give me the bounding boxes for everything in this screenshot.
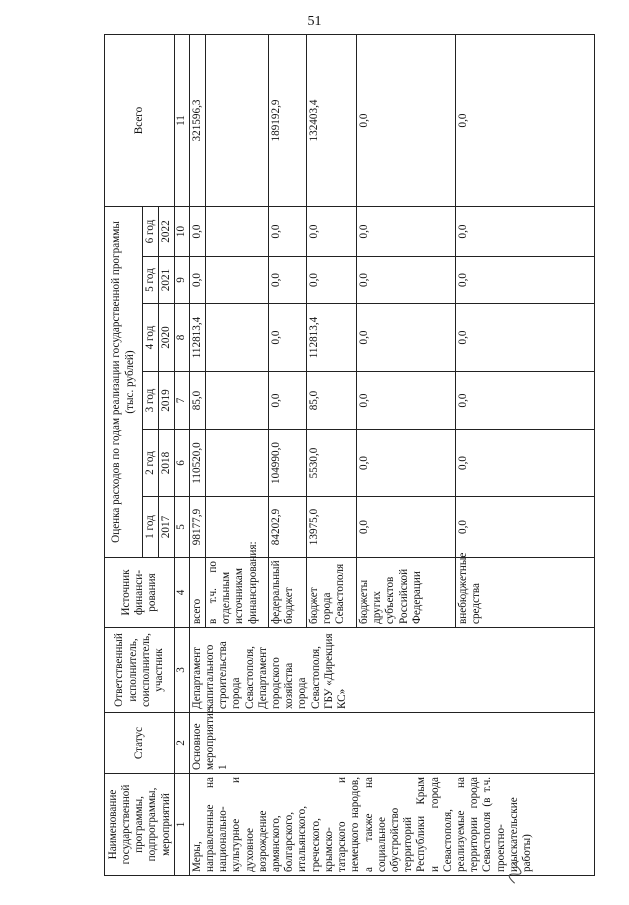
header-year-label: 6 год	[143, 207, 159, 257]
header-year: 2020	[159, 304, 175, 372]
value-cell: 0,0	[455, 257, 594, 304]
column-number: 3	[175, 628, 189, 713]
column-number: 6	[175, 430, 189, 497]
header-name: Наименование государственной программы, подпрограммы, мероприятий	[105, 774, 175, 876]
header-year: 2022	[159, 207, 175, 257]
budget-table	[104, 34, 595, 876]
total-cell: 0,0	[356, 35, 455, 207]
header-year: 2021	[159, 257, 175, 304]
value-cell: 98177,9	[189, 497, 205, 558]
header-executor: Ответственный исполнитель, соисполнитель, участник	[105, 628, 175, 713]
column-number: 8	[175, 304, 189, 372]
value-cell: 112813,4	[306, 304, 356, 372]
value-cell: 84202,9	[268, 497, 306, 558]
row-name: Меры, направленные на национально-культурное и духовное возрождение армянского, болгарского, итальянского, греческого, крымско-татарского и немецкого народов, а также на социальное обустройство территорий Республики Крым и города Севастополя, реализуемые на территории города Севастополя (в т.ч. проектно-изыскательские работы)	[189, 774, 594, 876]
value-cell: 0,0	[356, 497, 455, 558]
header-year-label: 2 год	[143, 430, 159, 497]
value-cell: 85,0	[306, 372, 356, 430]
source-label: в т.ч. по отдельным источникам финансирования:	[205, 558, 268, 628]
row-executor: Департамент капитального строительства города Севастополя, Департамент городского хозяйства города Севастополя, ГБУ «Дирекция КС»	[189, 628, 594, 713]
rotated-table-container	[104, 35, 595, 876]
column-number: 11	[175, 35, 189, 207]
column-number: 1	[175, 774, 189, 876]
value-cell: 5530,0	[306, 430, 356, 497]
header-year-label: 4 год	[143, 304, 159, 372]
value-cell: 0,0	[306, 257, 356, 304]
value-cell: 0,0	[356, 207, 455, 257]
value-cell: 0,0	[268, 304, 306, 372]
header-year-label: 1 год	[143, 497, 159, 558]
header-status: Статус	[105, 713, 175, 774]
header-total: Всего	[105, 35, 175, 207]
header-year-label: 5 год	[143, 257, 159, 304]
value-cell	[205, 430, 268, 497]
value-cell: 13975,0	[306, 497, 356, 558]
value-cell: 0,0	[455, 304, 594, 372]
row-status: Основное мероприятие 1	[189, 713, 594, 774]
header-estimate: Оценка расходов по годам реализации государственной программы (тыс. рублей)	[105, 207, 143, 558]
value-cell	[205, 207, 268, 257]
value-cell: 0,0	[356, 372, 455, 430]
value-cell: 104990,0	[268, 430, 306, 497]
value-cell: 0,0	[189, 257, 205, 304]
value-cell: 0,0	[268, 257, 306, 304]
column-number: 4	[175, 558, 189, 628]
total-cell: 189192,9	[268, 35, 306, 207]
value-cell	[205, 257, 268, 304]
source-label: бюджеты других субъектов Российской Федерации	[356, 558, 455, 628]
value-cell: 0,0	[455, 430, 594, 497]
column-number: 2	[175, 713, 189, 774]
header-year: 2019	[159, 372, 175, 430]
total-cell: 132403,4	[306, 35, 356, 207]
value-cell: 0,0	[356, 430, 455, 497]
total-cell: 321596,3	[189, 35, 205, 207]
value-cell: 0,0	[268, 207, 306, 257]
value-cell: 0,0	[356, 304, 455, 372]
column-number: 9	[175, 257, 189, 304]
source-label: бюджет города Севастополя	[306, 558, 356, 628]
header-year: 2017	[159, 497, 175, 558]
value-cell	[205, 304, 268, 372]
source-label: внебюджетные средства	[455, 558, 594, 628]
header-year-label: 3 год	[143, 372, 159, 430]
value-cell	[205, 372, 268, 430]
value-cell: 0,0	[455, 372, 594, 430]
total-cell: 0,0	[455, 35, 594, 207]
value-cell: 0,0	[455, 207, 594, 257]
value-cell: 85,0	[189, 372, 205, 430]
value-cell: 112813,4	[189, 304, 205, 372]
column-number: 10	[175, 207, 189, 257]
column-number: 7	[175, 372, 189, 430]
value-cell: 0,0	[189, 207, 205, 257]
value-cell: 0,0	[306, 207, 356, 257]
value-cell: 0,0	[455, 497, 594, 558]
value-cell: 0,0	[268, 372, 306, 430]
header-source: Источник финанси-рования	[105, 558, 175, 628]
column-number: 5	[175, 497, 189, 558]
value-cell: 110520,0	[189, 430, 205, 497]
source-label: всего	[189, 558, 205, 628]
header-year: 2018	[159, 430, 175, 497]
value-cell: 0,0	[356, 257, 455, 304]
source-label: федеральный бюджет	[268, 558, 306, 628]
total-cell	[205, 35, 268, 207]
page-number: 51	[307, 14, 322, 29]
